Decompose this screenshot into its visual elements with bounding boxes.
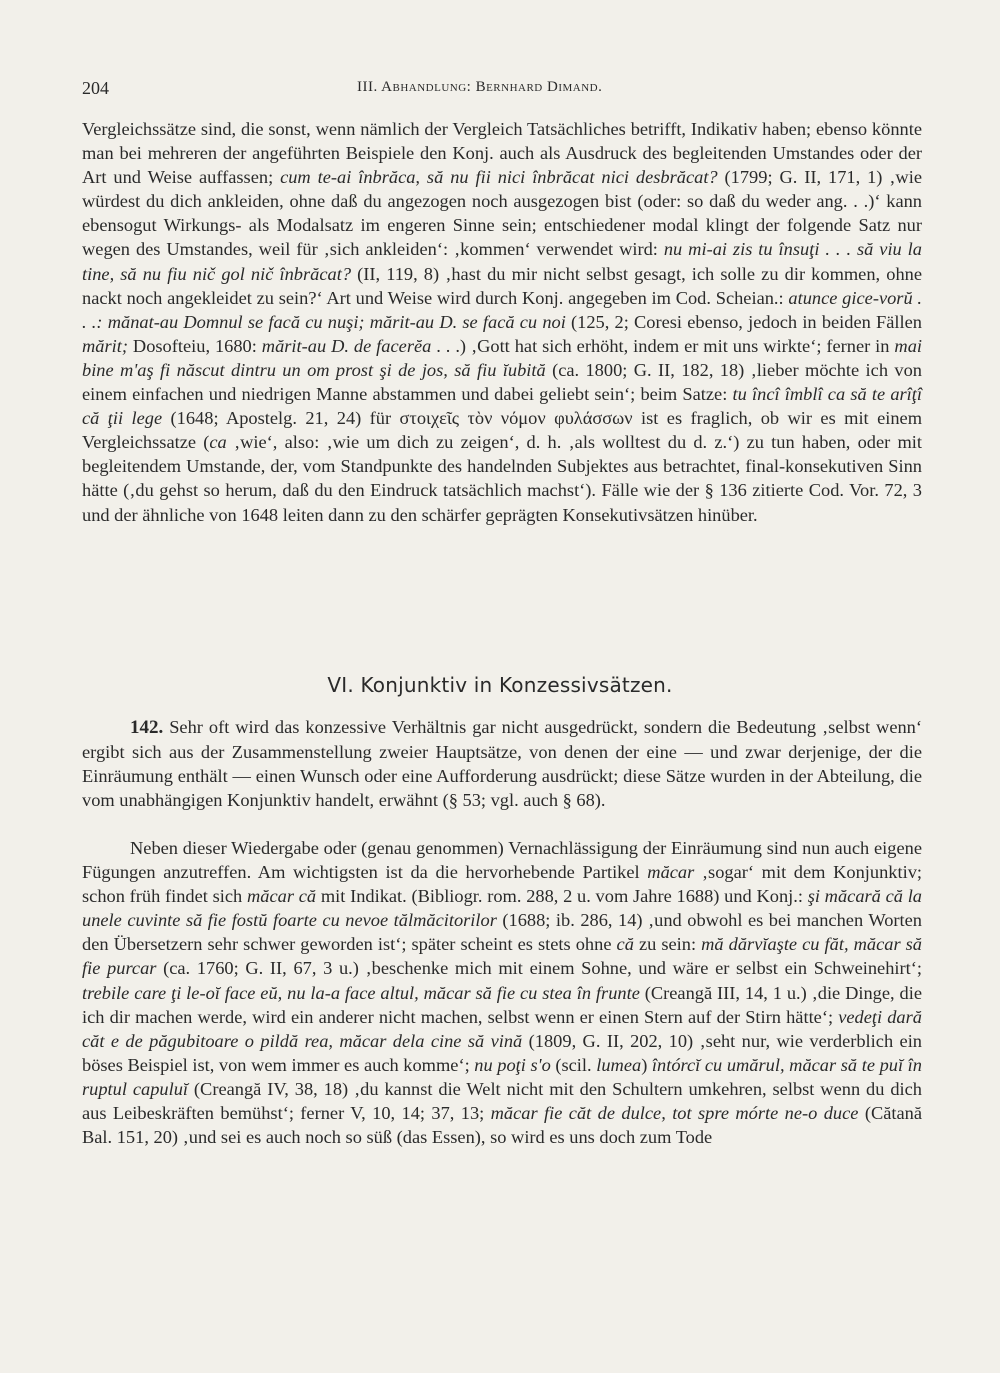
page-header <box>82 78 922 104</box>
paragraph-text: 142. Sehr oft wird das konzessive Verhältnis gar nicht ausgedrückt, sondern die Bedeutung ‚selbst wenn‘ ergibt sich aus der Zusammenstellung zweier Hauptsätze, von denen der eine — und zwar derjenige, der die Einräumung enthält — einen Wunsch oder eine Aufforderung ausdrückt; diese Sätze wurden in der Abteilung, die vom unabhängigen Konjunktiv handelt, erwähnt (§ 53; vgl. auch § 68). <box>82 717 922 811</box>
section-heading: VI. Konjunktiv in Konzessivsätzen. <box>327 673 673 697</box>
paragraph-macar <box>82 836 922 1149</box>
section-number: 142. <box>130 717 164 738</box>
paragraph-text: Neben dieser Wiedergabe oder (genau genommen) Vernachlässigung der Einräumung sind nun auch eigene Fügungen anzutreffen. Am wichtigsten ist da die hervorhebende Partikel măcar ‚sogar‘ mit dem Konjunktiv; schon früh findet sich măcar că mit Indikat. (Bibliogr. rom. 288, 2 u. vom Jahre 1688) und Konj.: şi măcară că la unele cuvinte să fie fostŭ foarte cu nevoe tălmăcitorilor (1688; ib. 286, 14) ‚und obwohl es bei manchen Worten den Übersetzern sehr schwer geworden ist‘; später scheint es stets ohne că zu sein: mă dărvĭaşte cu făt, măcar să fie purcar (ca. 1760; G. II, 67, 3 u.) ‚beschenke mich mit einem Sohne, und wäre er selbst ein Schweinehirt‘; trebile care ţi le-oĭ face eŭ, nu la-a face altul, măcar să fie cu stea în frunte (Creangă III, 14, 1 u.) ‚die Dinge, die ich dir machen werde, wird ein anderer nicht machen, selbst wenn er einen Stern auf der Stirn hätte‘; vedeţi dară căt e de păgubitoare o pildă rea, măcar dela cine să vină (1809, G. II, 202, 10) ‚seht nur, wie verderblich ein böses Beispiel ist, von wem immer es auch komme‘; nu poţi s'o (scil. lumea) întórcĭ cu umărul, măcar să te puĭ în ruptul capuluĭ (Creangă IV, 38, 18) ‚du kannst die Welt nicht mit den Schultern umkehren, selbst wenn du dich aus Leibeskräften bemühst‘; ferner V, 10, 14; 37, 13; măcar fie căt de dulce, tot spre mórte ne-o duce (Cătană Bal. 151, 20) ‚und sei es auch noch so süß (das Essen), so wird es uns doch zum Tode <box>82 838 923 1148</box>
running-head: III. Abhandlung: Bernhard Dimand. <box>357 79 603 95</box>
paragraph-text: Vergleichssätze sind, die sonst, wenn nämlich der Vergleich Tatsächliches betrifft, Indikativ haben; ebenso könnte man bei mehreren der angeführten Beispiele den Konj. auch als Ausdruck des begleitenden Umstandes oder der Art und Weise auffassen; cum te-ai înbrăca, să nu fii nici înbrăcat nici desbrăcat? (1799; G. II, 171, 1) ‚wie würdest du dich ankleiden, ohne daß du angezogen noch ausgezogen bist (oder: so daß du weder ang. . .)‘ kann ebensogut Wirkungs- als Modalsatz im engeren Sinne sein; entschiedener modal klingt der folgende Satz nur wegen des Umstandes, weil für ‚sich ankleiden‘: ‚kommen‘ verwendet wird: nu mi-ai zis tu însuţi . . . să viu la tine, să nu fiu nič gol nič înbrăcat? (II, 119, 8) ‚hast du mir nicht selbst gesagt, ich solle zu dir kommen, ohne nackt noch angekleidet zu sein?‘ Art und Weise wird durch Konj. angegeben im Cod. Scheian.: atunce gice-vorŭ . . .: mănat-au Domnul se facă cu nuşi; mărit-au D. se facă cu noi (125, 2; Coresi ebenso, jedoch in beiden Fällen mărit; Dosofteiu, 1680: mărit-au D. de facerĕa . . .) ‚Gott hat sich erhöht, indem er mit uns wirkte‘; ferner in mai bine m'aş fi născut dintru un om prost şi de jos, să fiu ĭubită (ca. 1800; G. II, 182, 18) ‚lieber möchte ich von einem einfachen und niedrigen Manne abstammen und dabei geliebt sein‘; beim Satze: tu încî îmblî ca să te arîţî că ţii lege (1648; Apostelg. 21, 24) für στοιχεῖς τὸν νόμον φυλάσσων ist es fraglich, ob wir es mit einem Vergleichssatze (ca ‚wie‘, also: ‚wie um dich zu zeigen‘, d. h. ‚als wolltest du d. z.‘) zu tun haben, oder mit begleitendem Umstande, der, vom Standpunkte des handelnden Subjektes aus betrachtet, final-konsekutiven Sinn hätte (‚du gehst so herum, daß du den Eindruck tatsächlich machst‘). Fälle wie der § 136 zitierte Cod. Vor. 72, 3 und der ähnliche von 1648 leiten dann zu den schärfer geprägten Konsekutivsätzen hinüber. <box>82 119 923 525</box>
paragraph-142 <box>82 715 922 812</box>
page-number: 204 <box>82 78 109 98</box>
paragraph-comparative-clauses <box>82 117 922 527</box>
